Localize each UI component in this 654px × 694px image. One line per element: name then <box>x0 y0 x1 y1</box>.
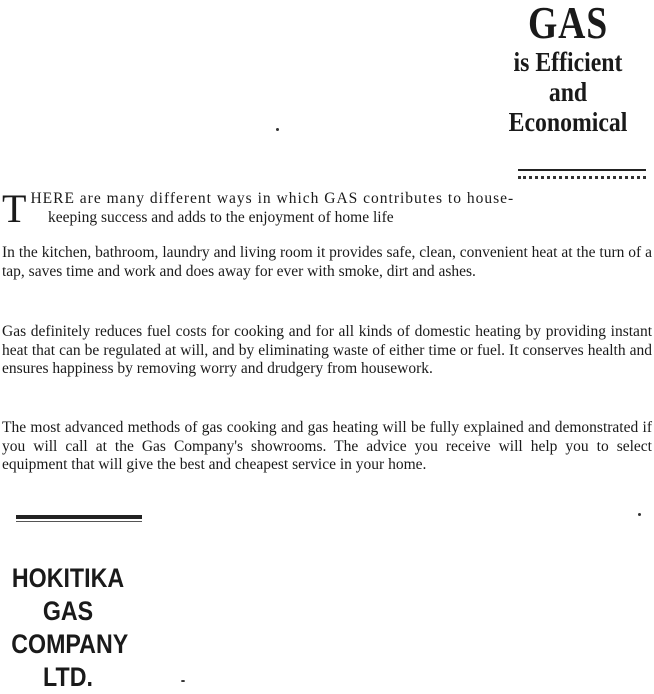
signature-line-1: HOKITIKA <box>11 563 125 593</box>
top-divider <box>518 169 646 171</box>
paragraph-1 <box>2 186 652 231</box>
headline-line-1: is Efficient <box>513 47 623 77</box>
paragraph-4: The most advanced methods of gas cooking and gas heating will be fully explained and demonstrated if you will call at the Gas Company's showrooms. The advice you receive will help you to select equipment that will give the best and cheapest service in your home. <box>2 419 652 473</box>
paragraph-3: Gas definitely reduces fuel costs for cooking and for all kinds of domestic heating by providing instant heat that can be regulated at will, and by eliminating waste of either time or fuel. It conserves health and ensures happiness by removing worry and drudgery from housework. <box>2 323 652 377</box>
company-signature <box>2 562 134 694</box>
print-speck <box>181 680 185 682</box>
headline-title: GAS <box>527 0 609 48</box>
signature-line-3: COMPANY <box>11 629 129 659</box>
bottom-divider-thin <box>16 521 142 522</box>
headline-line-2: and <box>548 77 588 107</box>
paragraph-2: In the kitchen, bathroom, laundry and living room it provides safe, clean, convenient heat at the turn of a tap, saves time and work and does away for ever with smoke, dirt and ashes. <box>2 244 652 280</box>
headline-line-3: Economical <box>508 107 628 137</box>
signature-line-4: LTD. <box>43 662 93 692</box>
paragraph-1-rest: keeping success and adds to the enjoyment of home life <box>48 208 394 226</box>
bottom-divider <box>16 515 142 519</box>
signature-line-2: GAS <box>42 596 94 626</box>
drop-cap: T <box>2 186 27 231</box>
paragraph-1-lead: HERE are many different ways in which GAS contributes to house- <box>30 190 515 207</box>
headline <box>488 0 648 136</box>
top-divider-dotted <box>518 176 646 179</box>
print-speck <box>276 128 279 131</box>
print-speck <box>638 513 641 516</box>
